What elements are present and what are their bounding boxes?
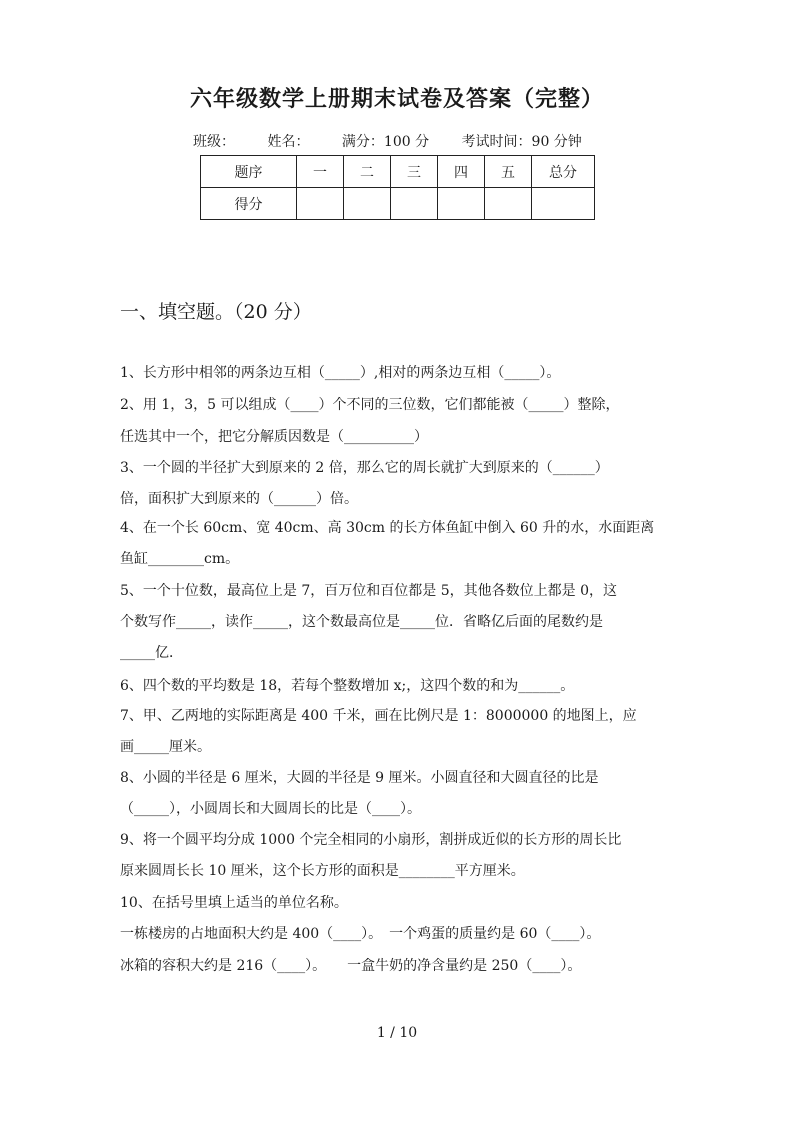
question-line: 5、一个十位数，最高位上是 7，百万位和百位都是 5，其他各数位上都是 0，这 [120,583,617,599]
page-title: 六年级数学上册期末试卷及答案（完整） [189,86,604,112]
question-line: 倍，面积扩大到原来的（______）倍。 [120,491,358,507]
section-title: 一、填空题。（20 分） [120,301,312,323]
score-header-cell: 一 [297,156,344,188]
question-line: 8、小圆的半径是 6 厘米，大圆的半径是 9 厘米。小圆直径和大圆直径的比是 [120,770,599,786]
question-line: 一栋楼房的占地面积大约是 400（____）。 一个鸡蛋的质量约是 60（____）。 [120,926,601,942]
question-line: 3、一个圆的半径扩大到原来的 2 倍，那么它的周长就扩大到原来的（______） [120,460,609,476]
score-cell [297,188,344,220]
score-header-cell: 四 [438,156,485,188]
score-header-cell: 三 [391,156,438,188]
score-header-cell: 题序 [201,156,297,188]
question-line: 9、将一个圆平均分成 1000 个完全相同的小扇形，割拼成近似的长方形的周长比 [120,832,622,848]
score-header-cell: 二 [344,156,391,188]
question-line: 6、四个数的平均数是 18，若每个整数增加 x;，这四个数的和为______。 [120,678,575,694]
exam-time-label: 考试时间：90 分钟 [461,134,582,150]
page-number: 1 / 10 [376,1025,418,1041]
score-cell [438,188,485,220]
score-cell [391,188,438,220]
question-line: 任选其中一个，把它分解质因数是（__________） [120,429,428,445]
score-row-label: 得分 [201,188,297,220]
score-table-header-row [201,156,595,188]
exam-info [193,131,582,151]
question-line: 4、在一个长 60cm、宽 40cm、高 30cm 的长方体鱼缸中倒入 60 升的水，水面距离 [120,520,655,536]
question-line: 画_____厘米。 [120,739,211,755]
question-line: 7、甲、乙两地的实际距离是 400 千米，画在比例尺是 1：8000000 的地图上，应 [120,708,637,724]
question-line: _____亿． [120,645,183,661]
question-line: （_____），小圆周长和大圆周长的比是（____）。 [120,801,421,817]
score-cell [532,188,595,220]
score-cell [344,188,391,220]
name-label: 姓名： [267,134,310,150]
question-line: 原来圆周长长 10 厘米，这个长方形的面积是________平方厘米。 [120,863,525,879]
score-cell [485,188,532,220]
question-line: 2、用 1，3，5 可以组成（____）个不同的三位数，它们都能被（_____）整除， [120,397,620,413]
question-line: 1、长方形中相邻的两条边互相（_____）,相对的两条边互相（_____）。 [120,365,561,381]
score-header-cell: 总分 [532,156,595,188]
question-line: 10、在括号里填上适当的单位名称。 [120,895,348,911]
question-line: 鱼缸________cm。 [120,551,240,567]
score-table [200,155,595,220]
full-score-label: 满分：100 分 [341,134,430,150]
score-table-score-row [201,188,595,220]
class-label: 班级： [193,134,235,150]
score-header-cell: 五 [485,156,532,188]
question-line: 个数写作_____，读作_____，这个数最高位是_____位．省略亿后面的尾数约是 [120,614,603,630]
question-line: 冰箱的容积大约是 216（____）。 一盒牛奶的净含量约是 250（____）。 [120,958,582,974]
